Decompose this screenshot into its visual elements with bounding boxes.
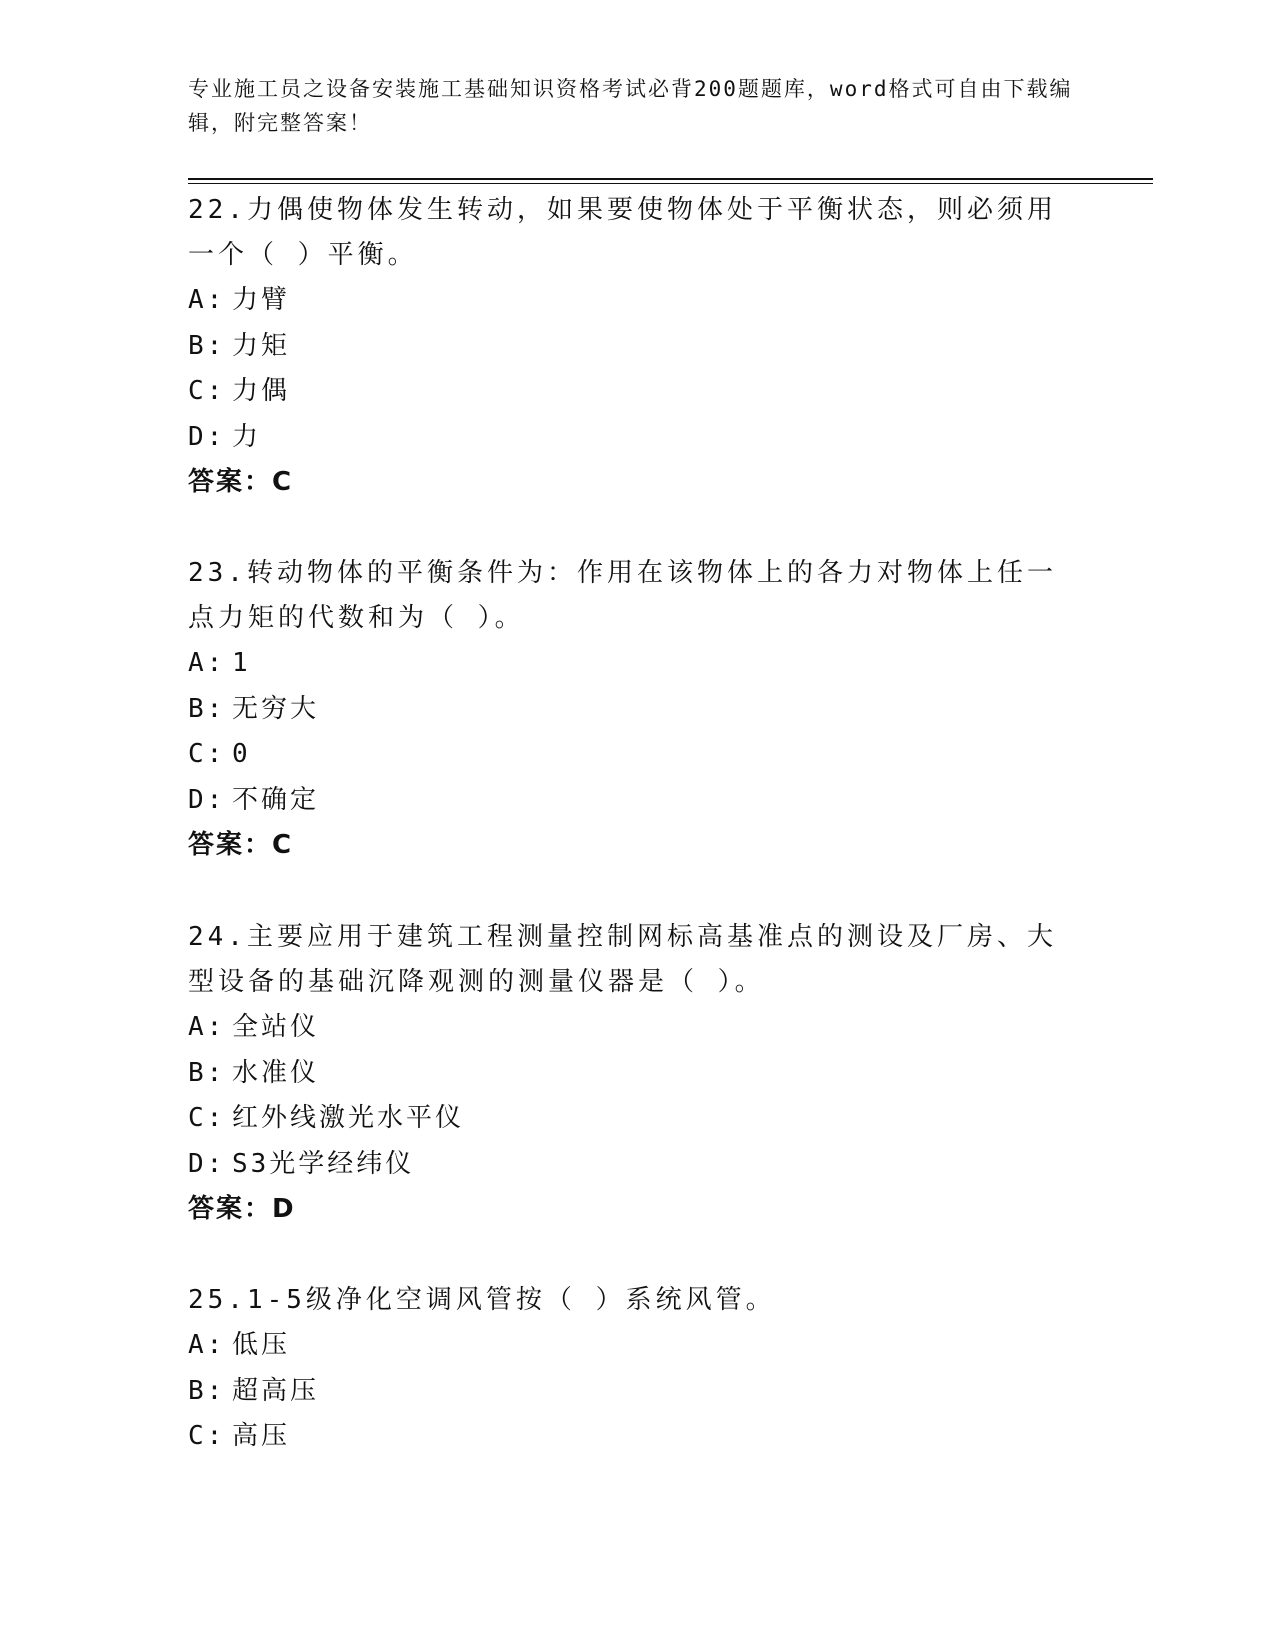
option-label: D:	[188, 784, 226, 815]
option-label: A:	[188, 648, 226, 678]
answer-line: 答案：C	[188, 467, 294, 497]
option-text: 1	[232, 648, 251, 678]
option-b	[188, 324, 1078, 370]
answer-line: 答案：C	[188, 830, 294, 860]
question-text: 22.力偶使物体发生转动，如果要使物体处于平衡状态，则必须用一个（ ）平衡。	[188, 195, 1057, 270]
option-label: D:	[188, 1148, 226, 1179]
option-label: B:	[188, 693, 226, 724]
option-c	[188, 732, 1078, 778]
question-25	[188, 1278, 1078, 1460]
option-label: D:	[188, 421, 226, 452]
option-text: 全站仪	[232, 1012, 320, 1042]
option-b	[188, 1369, 1078, 1415]
option-a	[188, 1323, 1078, 1369]
option-label: B:	[188, 1375, 226, 1406]
option-label: C:	[188, 376, 226, 406]
option-text: 力矩	[232, 330, 291, 361]
option-label: C:	[188, 1421, 226, 1451]
option-label: B:	[188, 330, 226, 361]
option-a	[188, 278, 1078, 324]
option-b	[188, 1051, 1078, 1097]
option-label: B:	[188, 1057, 226, 1088]
option-text: 超高压	[232, 1375, 320, 1406]
option-c	[188, 369, 1078, 415]
header-divider-thick	[188, 178, 1153, 180]
option-text: 水准仪	[232, 1057, 320, 1088]
question-text: 24.主要应用于建筑工程测量控制网标高基准点的测设及厂房、大型设备的基础沉降观测的测量仪器是（ ）。	[188, 922, 1057, 997]
document-intro: 专业施工员之设备安装施工基础知识资格考试必背200题题库，word格式可自由下载编辑，附完整答案！	[188, 77, 1073, 135]
option-text: 不确定	[232, 784, 320, 815]
question-23	[188, 551, 1078, 868]
option-b	[188, 687, 1078, 733]
option-label: A:	[188, 1012, 226, 1042]
option-text: 无穷大	[232, 693, 320, 724]
question-22	[188, 188, 1078, 505]
option-text: 力	[232, 421, 262, 452]
option-text: 力偶	[232, 376, 291, 406]
question-text: 23.转动物体的平衡条件为：作用在该物体上的各力对物体上任一点力矩的代数和为（ ）。	[188, 558, 1057, 633]
option-d	[188, 415, 1078, 461]
option-c	[188, 1414, 1078, 1460]
option-text: 0	[232, 739, 251, 769]
option-text: 力臂	[232, 285, 291, 315]
question-24	[188, 915, 1078, 1232]
option-d	[188, 778, 1078, 824]
option-a	[188, 1005, 1078, 1051]
option-text: 高压	[232, 1421, 291, 1451]
answer-line: 答案：D	[188, 1194, 296, 1224]
question-text: 25.1-5级净化空调风管按（ ）系统风管。	[188, 1285, 776, 1315]
option-c	[188, 1096, 1078, 1142]
option-label: A:	[188, 1330, 226, 1360]
option-text: 红外线激光水平仪	[232, 1103, 465, 1133]
option-d	[188, 1142, 1078, 1188]
option-label: A:	[188, 285, 226, 315]
header-divider-thin	[188, 183, 1153, 184]
option-label: C:	[188, 739, 226, 769]
option-text: 低压	[232, 1330, 291, 1360]
option-label: C:	[188, 1103, 226, 1133]
option-text: S3光学经纬仪	[232, 1148, 415, 1179]
option-a	[188, 641, 1078, 687]
